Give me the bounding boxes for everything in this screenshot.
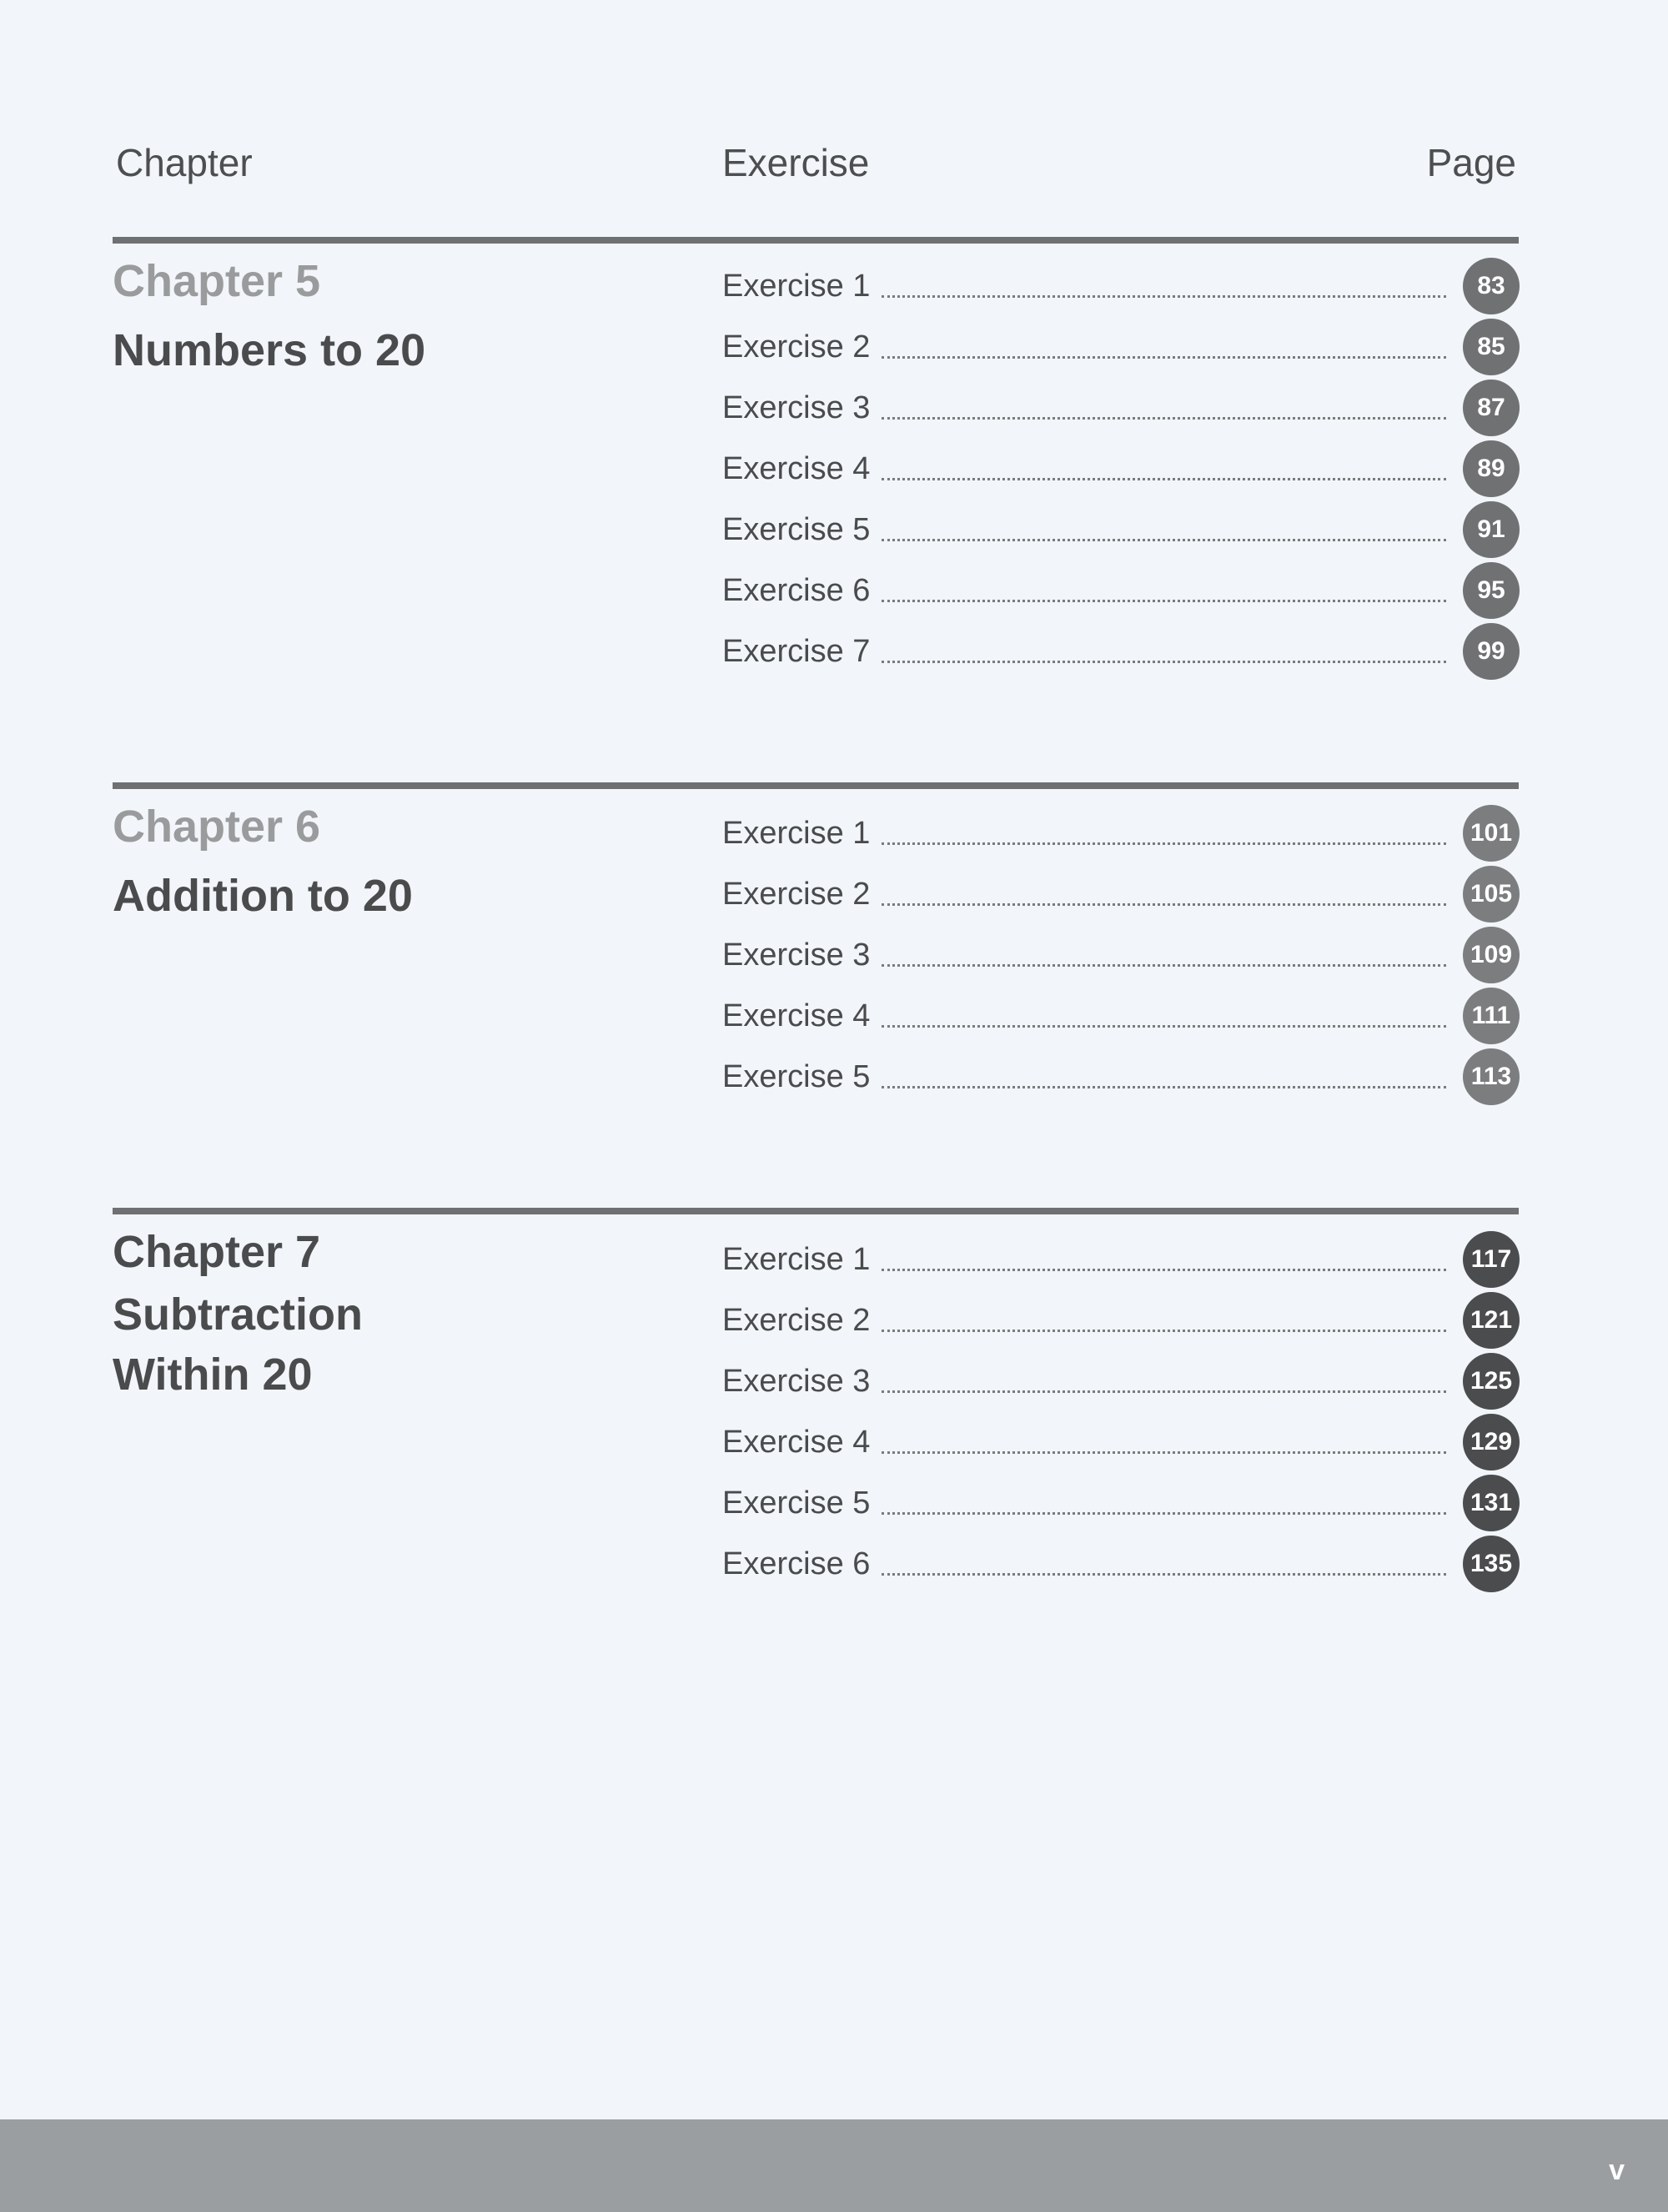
column-header-chapter: Chapter bbox=[116, 141, 253, 184]
toc-entry[interactable] bbox=[722, 930, 1520, 980]
toc-entry[interactable] bbox=[722, 991, 1520, 1041]
toc-entry[interactable] bbox=[722, 566, 1520, 616]
chapter-title: Addition to 20 bbox=[113, 871, 413, 921]
dot-leader bbox=[882, 964, 1446, 967]
toc-entry[interactable] bbox=[722, 1417, 1520, 1467]
toc-entry[interactable] bbox=[722, 1356, 1520, 1406]
dot-leader bbox=[882, 295, 1446, 298]
exercise-name: Exercise 2 bbox=[722, 329, 871, 364]
toc-entry[interactable] bbox=[722, 261, 1520, 311]
exercise-name: Exercise 7 bbox=[722, 633, 871, 669]
toc-entry[interactable] bbox=[722, 1539, 1520, 1589]
page-number-badge: 109 bbox=[1463, 927, 1520, 983]
section-divider bbox=[113, 237, 1519, 244]
section-divider bbox=[113, 1208, 1519, 1214]
page-number-badge: 99 bbox=[1463, 623, 1520, 680]
page-number-badge: 105 bbox=[1463, 866, 1520, 923]
exercise-name: Exercise 3 bbox=[722, 937, 871, 973]
chapter-title: Within 20 bbox=[113, 1350, 313, 1400]
page-number-badge: 113 bbox=[1463, 1048, 1520, 1105]
page-number-badge: 125 bbox=[1463, 1353, 1520, 1410]
exercise-name: Exercise 4 bbox=[722, 450, 871, 486]
toc-entry[interactable] bbox=[722, 808, 1520, 858]
page-number-badge: 117 bbox=[1463, 1231, 1520, 1288]
column-header-page: Page bbox=[1426, 141, 1516, 184]
chapter-label: Chapter 6 bbox=[113, 802, 321, 852]
page-number-badge: 85 bbox=[1463, 319, 1520, 375]
chapter-label: Chapter 7 bbox=[113, 1227, 321, 1277]
exercise-name: Exercise 2 bbox=[722, 1302, 871, 1338]
dot-leader bbox=[882, 661, 1446, 663]
dot-leader bbox=[882, 842, 1446, 845]
dot-leader bbox=[882, 1269, 1446, 1271]
toc-entry[interactable] bbox=[722, 1052, 1520, 1102]
toc-entry[interactable] bbox=[722, 1478, 1520, 1528]
exercise-name: Exercise 5 bbox=[722, 1485, 871, 1521]
toc-entry[interactable] bbox=[722, 444, 1520, 494]
toc-entry[interactable] bbox=[722, 322, 1520, 372]
exercise-name: Exercise 1 bbox=[722, 815, 871, 851]
toc-entry[interactable] bbox=[722, 1234, 1520, 1284]
page-number-badge: 131 bbox=[1463, 1475, 1520, 1531]
page-number-badge: 121 bbox=[1463, 1292, 1520, 1349]
column-header-exercise: Exercise bbox=[722, 141, 870, 184]
toc-entry[interactable] bbox=[722, 869, 1520, 919]
exercise-name: Exercise 4 bbox=[722, 998, 871, 1033]
dot-leader bbox=[882, 600, 1446, 602]
section-divider bbox=[113, 782, 1519, 789]
page-number-badge: 135 bbox=[1463, 1536, 1520, 1592]
page-number-badge: 87 bbox=[1463, 380, 1520, 436]
page-number-badge: 91 bbox=[1463, 501, 1520, 558]
exercise-name: Exercise 5 bbox=[722, 511, 871, 547]
chapter-title: Numbers to 20 bbox=[113, 325, 426, 375]
page-number-badge: 89 bbox=[1463, 440, 1520, 497]
chapter-title: Subtraction bbox=[113, 1289, 364, 1340]
exercise-name: Exercise 1 bbox=[722, 268, 871, 304]
toc-entry[interactable] bbox=[722, 626, 1520, 676]
dot-leader bbox=[882, 1512, 1446, 1515]
dot-leader bbox=[882, 1573, 1446, 1576]
dot-leader bbox=[882, 1086, 1446, 1088]
page-number-badge: 83 bbox=[1463, 258, 1520, 314]
exercise-name: Exercise 6 bbox=[722, 1546, 871, 1581]
page-number: v bbox=[1609, 2154, 1625, 2186]
exercise-name: Exercise 4 bbox=[722, 1424, 871, 1460]
chapter-label: Chapter 5 bbox=[113, 256, 321, 306]
dot-leader bbox=[882, 356, 1446, 359]
page-footer bbox=[0, 2119, 1668, 2212]
dot-leader bbox=[882, 1390, 1446, 1393]
toc-entry[interactable] bbox=[722, 383, 1520, 433]
exercise-name: Exercise 1 bbox=[722, 1241, 871, 1277]
page-number-badge: 111 bbox=[1463, 988, 1520, 1044]
dot-leader bbox=[882, 903, 1446, 906]
page-number-badge: 101 bbox=[1463, 805, 1520, 862]
dot-leader bbox=[882, 1330, 1446, 1332]
dot-leader bbox=[882, 417, 1446, 420]
dot-leader bbox=[882, 1451, 1446, 1454]
toc-entry[interactable] bbox=[722, 505, 1520, 555]
page-number-badge: 129 bbox=[1463, 1414, 1520, 1470]
exercise-name: Exercise 3 bbox=[722, 390, 871, 425]
dot-leader bbox=[882, 539, 1446, 541]
dot-leader bbox=[882, 1025, 1446, 1028]
exercise-name: Exercise 5 bbox=[722, 1058, 871, 1094]
page-number-badge: 95 bbox=[1463, 562, 1520, 619]
exercise-name: Exercise 6 bbox=[722, 572, 871, 608]
exercise-name: Exercise 2 bbox=[722, 876, 871, 912]
toc-entry[interactable] bbox=[722, 1295, 1520, 1345]
exercise-name: Exercise 3 bbox=[722, 1363, 871, 1399]
dot-leader bbox=[882, 478, 1446, 480]
